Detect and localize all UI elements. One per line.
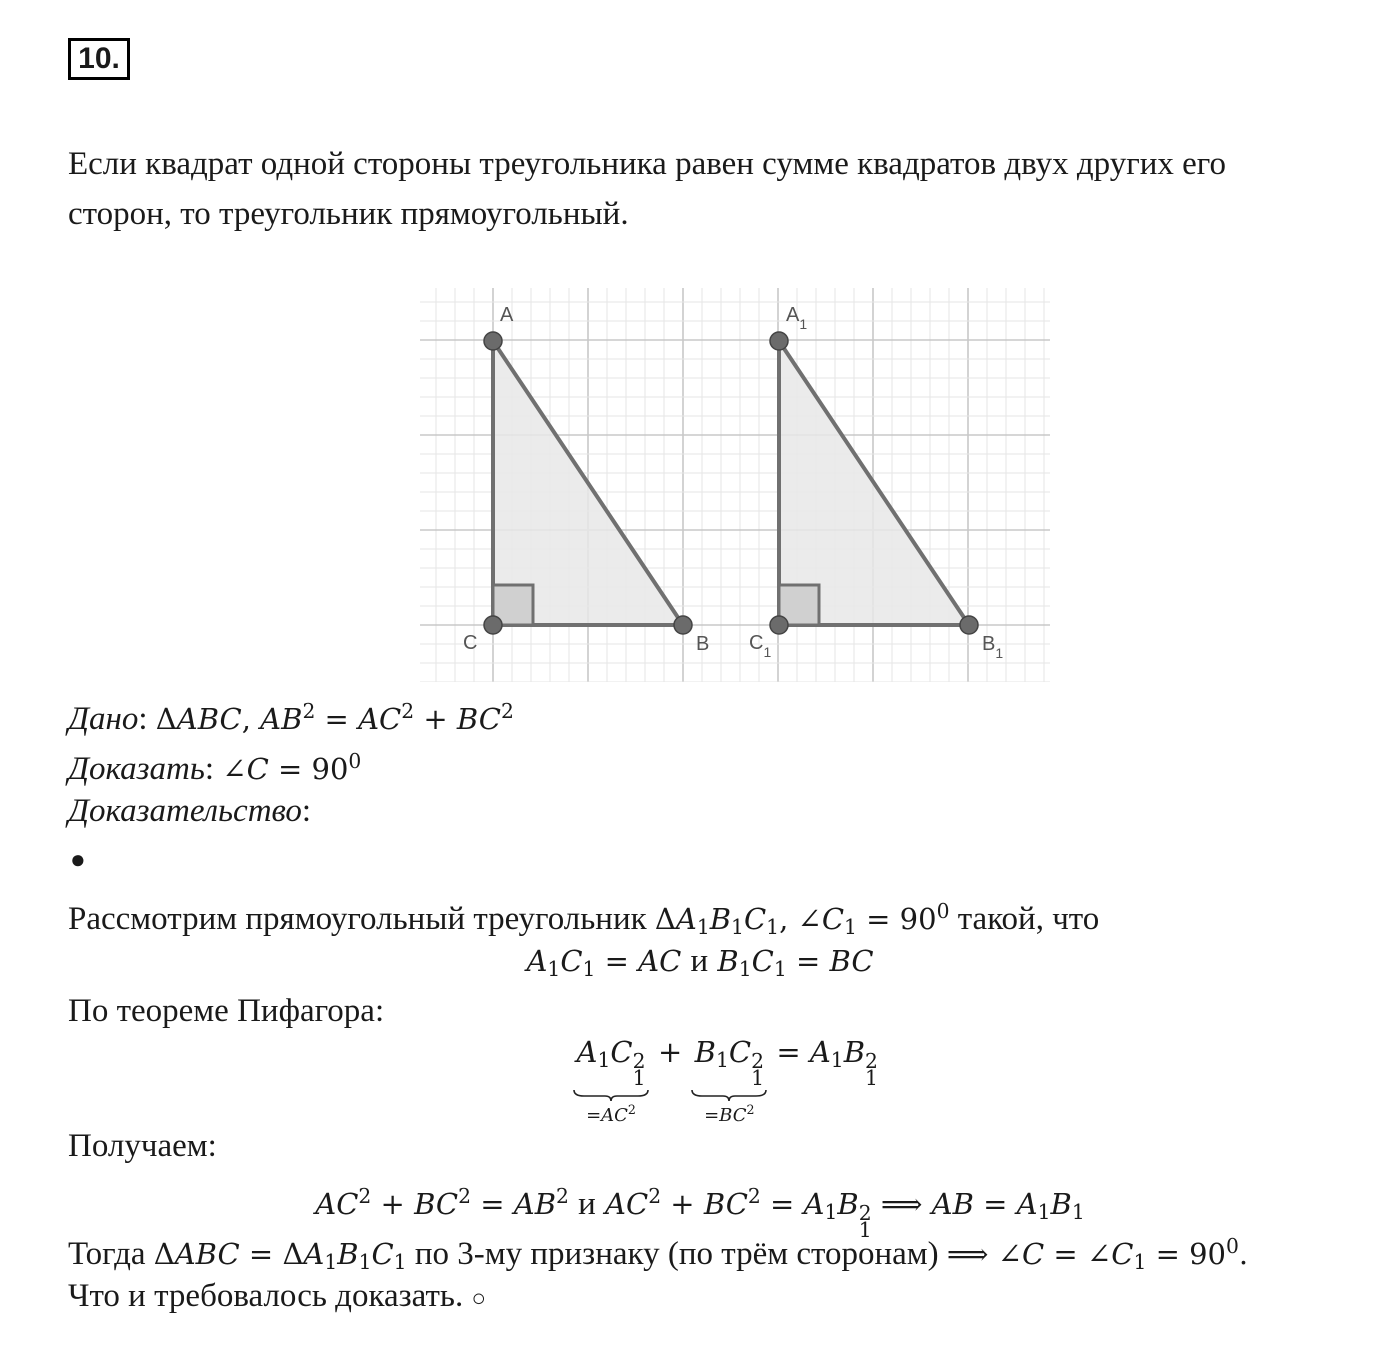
and-word-2: и (578, 1186, 596, 1223)
congruence-formula: $\Delta ABC = \Delta A_1B_1C_1$ (153, 1237, 407, 1275)
point-a (484, 332, 502, 350)
we-get-line: Получаем: (68, 1128, 217, 1164)
underbrace-label-2: =BC (704, 1104, 747, 1126)
prove-label: Доказать (68, 751, 205, 788)
point-b (674, 616, 692, 634)
problem-statement-line-2: сторон, то треугольник прямоугольный. (68, 196, 629, 232)
problem-statement-line-1: Если квадрат одной стороны треугольника равен сумме квадратов двух других его (68, 146, 1226, 182)
label-b1: $B_1$ (982, 633, 1004, 661)
triangle-a1b1c1-shape (779, 341, 969, 625)
pythagoras-formula: $A_1C$ 2 1 $=AC^2$ + $B_1C$ 2 1 $=BC^2$ = $A_1B$ 2 1 (572, 1035, 878, 1126)
and-word-1: и (690, 943, 709, 979)
given-formula: ΔABC, $AB^2 = AC^2 + BC^2$ (155, 699, 514, 737)
problem-number: 10. (68, 38, 130, 80)
label-a1: $A_1$ (786, 304, 808, 332)
proof-line (68, 785, 311, 837)
then-text: Тогда (68, 1236, 146, 1273)
triangles-figure (420, 288, 1050, 682)
triangle-abc (463, 304, 709, 655)
conclusion-formula: ⟹ ∠C = $\angle C_1 = 90^0$. (946, 1234, 1249, 1275)
proof-sep: : (301, 793, 312, 829)
point-b1 (960, 616, 978, 634)
prove-sep: : (204, 751, 215, 788)
label-c: C (463, 632, 478, 654)
pythagoras-line: По теореме Пифагора: (68, 993, 385, 1029)
consider-text: Рассмотрим прямоугольный треугольник (68, 901, 647, 938)
result-formula: $AC^2 + BC^2 = AB^2$ и $AC^2 + BC^2 = A_1B$ 2 1 ⟹ AB = $A_1B_1$ (315, 1184, 1085, 1243)
qed-mark: ○ (471, 1286, 486, 1312)
qed-text: Что и требовалось доказать. (68, 1278, 464, 1314)
label-a: A (500, 304, 514, 326)
given-label: Дано (68, 701, 139, 738)
such-that-text: такой, что (957, 901, 1100, 938)
given-sep: : (138, 701, 148, 738)
bullet: ● (70, 845, 86, 874)
triangle-a1b1c1 (749, 304, 1003, 661)
underbrace-term-1: $A_1C$ 2 1 $=AC^2$ (572, 1035, 650, 1126)
prove-formula: ∠C = $90^0$ (222, 749, 362, 787)
criterion-text: по 3-му признаку (по трём сторонам) (414, 1236, 939, 1273)
point-c1 (770, 616, 788, 634)
label-b: B (696, 633, 710, 655)
underbrace-term-2: $B_1C$ 2 1 $=BC^2$ (690, 1035, 768, 1126)
proof-label: Доказательство (68, 793, 302, 829)
point-c (484, 616, 502, 634)
qed-line (68, 1270, 486, 1325)
consider-formula: $\Delta A_1B_1C_1$, $\angle C_1 = 90^0$ (654, 899, 950, 940)
equalities-formula: $A_1C_1$ = AC и $B_1C_1$ = BC (526, 943, 874, 982)
underbrace-label-1: =AC (586, 1104, 628, 1126)
point-a1 (770, 332, 788, 350)
label-c1: $C_1$ (749, 632, 772, 660)
